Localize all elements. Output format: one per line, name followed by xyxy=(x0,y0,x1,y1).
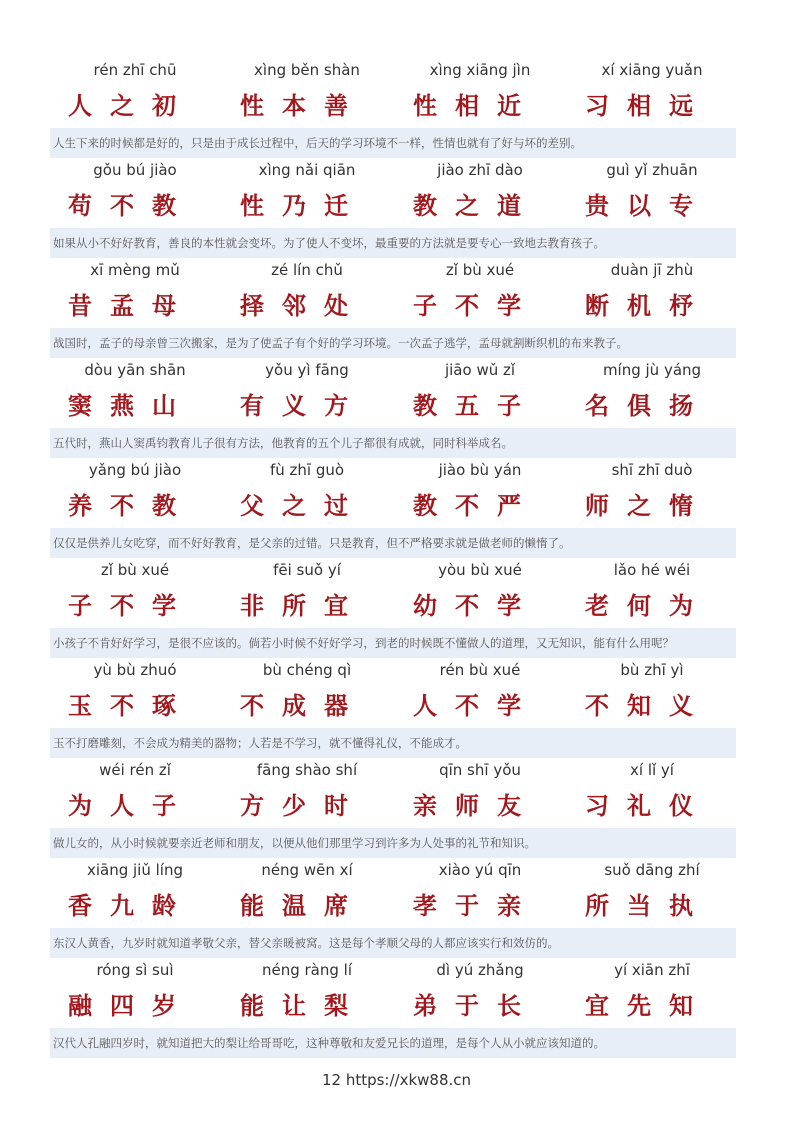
pinyin-line: xí lǐ yí xyxy=(630,761,674,779)
pinyin-line: xìng xiāng jìn xyxy=(429,61,531,79)
hanzi-line xyxy=(238,386,350,426)
hanzi-character: 长 xyxy=(497,992,521,1020)
hanzi-character: 九 xyxy=(110,892,134,920)
hanzi-character: 机 xyxy=(627,292,651,320)
phrase xyxy=(395,358,565,428)
pinyin-line: lǎo hé wéi xyxy=(613,561,691,579)
hanzi-character: 专 xyxy=(669,192,693,220)
hanzi-character: 人 xyxy=(413,692,437,720)
hanzi-line xyxy=(66,86,178,126)
hanzi-character: 处 xyxy=(324,292,348,320)
phrase xyxy=(222,858,392,928)
hanzi-character: 贵 xyxy=(585,192,609,220)
phrase xyxy=(222,458,392,528)
phrase xyxy=(50,158,220,228)
pinyin-line: xìng nǎi qiān xyxy=(258,161,356,179)
hanzi-character: 惰 xyxy=(669,492,693,520)
pinyin-line: rén zhī chū xyxy=(93,61,177,79)
pinyin-line: yí xiān zhī xyxy=(614,961,690,979)
pinyin-line: rén bù xué xyxy=(439,661,521,679)
hanzi-character: 玉 xyxy=(68,692,92,720)
phrase xyxy=(222,258,392,328)
pinyin-line: zǐ bù xué xyxy=(100,561,170,579)
pinyin-line: xí xiāng yuǎn xyxy=(601,61,703,79)
hanzi-character: 教 xyxy=(152,492,176,520)
phrase xyxy=(50,58,220,128)
hanzi-character: 子 xyxy=(68,592,92,620)
pinyin-line: zǐ bù xué xyxy=(445,261,515,279)
phrase xyxy=(222,58,392,128)
phrase xyxy=(50,358,220,428)
explanation-line: 玉不打磨雕刻，不会成为精美的器物；人若是不学习，就不懂得礼仪，不能成才。 xyxy=(50,728,736,758)
hanzi-character: 成 xyxy=(282,692,306,720)
stanza-block xyxy=(50,58,736,158)
pinyin-line: gǒu bú jiào xyxy=(93,161,177,179)
hanzi-line xyxy=(411,86,523,126)
page-footer: 12 https://xkw88.cn xyxy=(321,1071,472,1089)
hanzi-line xyxy=(66,786,178,826)
hanzi-character: 知 xyxy=(627,692,651,720)
hanzi-character: 本 xyxy=(282,92,306,120)
hanzi-line xyxy=(66,386,178,426)
phrase xyxy=(395,158,565,228)
stanza-block xyxy=(50,158,736,258)
hanzi-character: 所 xyxy=(585,892,609,920)
hanzi-line xyxy=(238,86,350,126)
phrase xyxy=(395,958,565,1028)
phrase xyxy=(395,858,565,928)
hanzi-character: 教 xyxy=(152,192,176,220)
hanzi-character: 师 xyxy=(585,492,609,520)
hanzi-character: 严 xyxy=(497,492,521,520)
pinyin-line: xiāng jiǔ líng xyxy=(86,861,183,879)
hanzi-line xyxy=(66,886,178,926)
hanzi-character: 子 xyxy=(497,392,521,420)
pinyin-line: fù zhī guò xyxy=(269,461,345,479)
hanzi-character: 礼 xyxy=(627,792,651,820)
stanza-block xyxy=(50,258,736,358)
hanzi-character: 能 xyxy=(240,892,264,920)
pinyin-line: qīn shī yǒu xyxy=(439,761,521,779)
hanzi-character: 四 xyxy=(110,992,134,1020)
hanzi-line xyxy=(238,686,350,726)
hanzi-character: 方 xyxy=(240,792,264,820)
hanzi-character: 学 xyxy=(497,292,521,320)
hanzi-character: 不 xyxy=(455,292,479,320)
phrase xyxy=(50,658,220,728)
hanzi-character: 于 xyxy=(455,892,479,920)
hanzi-character: 义 xyxy=(282,392,306,420)
hanzi-character: 乃 xyxy=(282,192,306,220)
phrase xyxy=(567,58,737,128)
explanation-line: 五代时，燕山人窦禹钧教育儿子很有方法，他教育的五个儿子都很有成就，同时科举成名。 xyxy=(50,428,736,458)
hanzi-line xyxy=(66,486,178,526)
hanzi-character: 教 xyxy=(413,492,437,520)
hanzi-line xyxy=(583,286,695,326)
hanzi-line xyxy=(411,586,523,626)
hanzi-character: 俱 xyxy=(627,392,651,420)
phrase xyxy=(222,658,392,728)
hanzi-character: 之 xyxy=(282,492,306,520)
hanzi-character: 龄 xyxy=(152,892,176,920)
hanzi-character: 孟 xyxy=(110,292,134,320)
hanzi-character: 学 xyxy=(497,592,521,620)
hanzi-line xyxy=(411,886,523,926)
hanzi-character: 昔 xyxy=(68,292,92,320)
hanzi-character: 义 xyxy=(669,692,693,720)
pinyin-line: duàn jī zhù xyxy=(610,261,694,279)
hanzi-character: 仪 xyxy=(669,792,693,820)
phrase xyxy=(567,258,737,328)
hanzi-character: 邻 xyxy=(282,292,306,320)
explanation-line: 东汉人黄香，九岁时就知道孝敬父亲，替父亲暖被窝。这是每个孝顺父母的人都应该实行和效仿的。 xyxy=(50,928,736,958)
hanzi-line xyxy=(238,286,350,326)
hanzi-character: 宜 xyxy=(324,592,348,620)
hanzi-character: 窦 xyxy=(68,392,92,420)
pinyin-line: zé lín chǔ xyxy=(271,261,343,279)
hanzi-character: 之 xyxy=(627,492,651,520)
hanzi-character: 琢 xyxy=(152,692,176,720)
phrase xyxy=(222,558,392,628)
phrase xyxy=(395,658,565,728)
phrase xyxy=(222,158,392,228)
explanation-line: 仅仅是供养儿女吃穿，而不好好教育，是父亲的过错。只是教育，但不严格要求就是做老师的懒惰了。 xyxy=(50,528,736,558)
hanzi-character: 不 xyxy=(110,192,134,220)
hanzi-character: 人 xyxy=(68,92,92,120)
hanzi-line xyxy=(583,786,695,826)
hanzi-character: 方 xyxy=(324,392,348,420)
hanzi-character: 过 xyxy=(324,492,348,520)
stanza-block xyxy=(50,758,736,858)
pinyin-line: xī mèng mǔ xyxy=(90,261,180,279)
hanzi-character: 不 xyxy=(585,692,609,720)
hanzi-character: 习 xyxy=(585,792,609,820)
pinyin-line: yù bù zhuó xyxy=(93,661,177,679)
phrase xyxy=(567,658,737,728)
hanzi-character: 迁 xyxy=(324,192,348,220)
hanzi-character: 教 xyxy=(413,392,437,420)
pinyin-line: wéi rén zǐ xyxy=(99,761,171,779)
hanzi-line xyxy=(411,386,523,426)
pinyin-line: róng sì suì xyxy=(96,961,174,979)
hanzi-character: 学 xyxy=(497,692,521,720)
phrase xyxy=(222,358,392,428)
pinyin-line: guì yǐ zhuān xyxy=(606,161,698,179)
hanzi-line xyxy=(411,786,523,826)
phrase xyxy=(222,958,392,1028)
pinyin-line: fāng shào shí xyxy=(256,761,358,779)
hanzi-character: 以 xyxy=(627,192,651,220)
hanzi-character: 扬 xyxy=(669,392,693,420)
phrase xyxy=(50,458,220,528)
hanzi-character: 之 xyxy=(110,92,134,120)
hanzi-character: 道 xyxy=(497,192,521,220)
phrase xyxy=(395,558,565,628)
phrase xyxy=(50,858,220,928)
pinyin-line: míng jù yáng xyxy=(602,361,702,379)
hanzi-line xyxy=(583,586,695,626)
hanzi-character: 燕 xyxy=(110,392,134,420)
hanzi-line xyxy=(411,686,523,726)
phrase xyxy=(567,358,737,428)
hanzi-character: 有 xyxy=(240,392,264,420)
hanzi-character: 子 xyxy=(152,792,176,820)
stanza-block xyxy=(50,658,736,758)
pinyin-line: yǒu yì fāng xyxy=(265,361,349,379)
explanation-line: 小孩子不肯好好学习，是很不应该的。倘若小时候不好好学习，到老的时候既不懂做人的道理，又无知识，能有什么用呢？ xyxy=(50,628,736,658)
hanzi-character: 名 xyxy=(585,392,609,420)
hanzi-character: 初 xyxy=(152,92,176,120)
hanzi-character: 远 xyxy=(669,92,693,120)
hanzi-line xyxy=(411,986,523,1026)
pinyin-line: néng ràng lí xyxy=(261,961,353,979)
hanzi-character: 养 xyxy=(68,492,92,520)
hanzi-character: 知 xyxy=(669,992,693,1020)
hanzi-line xyxy=(583,86,695,126)
pinyin-line: jiào zhī dào xyxy=(437,161,523,179)
hanzi-character: 择 xyxy=(240,292,264,320)
pinyin-line: jiāo wǔ zǐ xyxy=(444,361,516,379)
hanzi-character: 断 xyxy=(585,292,609,320)
hanzi-line xyxy=(238,186,350,226)
pinyin-line: xìng běn shàn xyxy=(254,61,360,79)
hanzi-character: 所 xyxy=(282,592,306,620)
hanzi-character: 孝 xyxy=(413,892,437,920)
hanzi-character: 何 xyxy=(627,592,651,620)
hanzi-character: 弟 xyxy=(413,992,437,1020)
hanzi-character: 当 xyxy=(627,892,651,920)
hanzi-line xyxy=(583,686,695,726)
hanzi-line xyxy=(583,386,695,426)
stanza-block xyxy=(50,858,736,958)
phrase xyxy=(395,758,565,828)
hanzi-character: 器 xyxy=(324,692,348,720)
hanzi-line xyxy=(411,186,523,226)
hanzi-line xyxy=(66,986,178,1026)
hanzi-character: 近 xyxy=(497,92,521,120)
hanzi-line xyxy=(66,186,178,226)
explanation-line: 汉代人孔融四岁时，就知道把大的梨让给哥哥吃，这种尊敬和友爱兄长的道理，是每个人从小就应该知道的。 xyxy=(50,1028,736,1058)
explanation-line: 做儿女的，从小时候就要亲近老师和朋友，以便从他们那里学习到许多为人处事的礼节和知识。 xyxy=(50,828,736,858)
explanation-line: 如果从小不好好教育，善良的本性就会变坏。为了使人不变坏，最重要的方法就是要专心一致地去教育孩子。 xyxy=(50,228,736,258)
hanzi-character: 母 xyxy=(152,292,176,320)
phrase xyxy=(395,458,565,528)
hanzi-character: 老 xyxy=(585,592,609,620)
hanzi-line xyxy=(411,486,523,526)
hanzi-character: 宜 xyxy=(585,992,609,1020)
pinyin-line: fēi suǒ yí xyxy=(273,561,341,579)
hanzi-character: 执 xyxy=(669,892,693,920)
hanzi-character: 五 xyxy=(455,392,479,420)
hanzi-character: 父 xyxy=(240,492,264,520)
hanzi-character: 香 xyxy=(68,892,92,920)
stanza-block xyxy=(50,958,736,1058)
phrase xyxy=(567,858,737,928)
hanzi-character: 少 xyxy=(282,792,306,820)
hanzi-character: 不 xyxy=(110,592,134,620)
pinyin-line: bù chéng qì xyxy=(262,661,352,679)
hanzi-line xyxy=(66,686,178,726)
hanzi-character: 性 xyxy=(240,192,264,220)
pinyin-line: dòu yān shān xyxy=(84,361,186,379)
pinyin-line: bù zhī yì xyxy=(620,661,684,679)
hanzi-character: 不 xyxy=(240,692,264,720)
pinyin-line: suǒ dāng zhí xyxy=(604,861,700,879)
phrase xyxy=(50,558,220,628)
hanzi-line xyxy=(411,286,523,326)
pinyin-line: yǎng bú jiào xyxy=(88,461,182,479)
hanzi-character: 性 xyxy=(413,92,437,120)
hanzi-line xyxy=(238,886,350,926)
pinyin-line: xiào yú qīn xyxy=(438,861,522,879)
phrase xyxy=(567,958,737,1028)
phrase xyxy=(567,458,737,528)
hanzi-character: 山 xyxy=(152,392,176,420)
phrase xyxy=(395,258,565,328)
hanzi-character: 性 xyxy=(240,92,264,120)
pinyin-line: yòu bù xué xyxy=(438,561,522,579)
phrase xyxy=(567,758,737,828)
pinyin-line: néng wēn xí xyxy=(261,861,353,879)
hanzi-character: 席 xyxy=(324,892,348,920)
hanzi-character: 师 xyxy=(455,792,479,820)
explanation-line: 人生下来的时候都是好的，只是由于成长过程中，后天的学习环境不一样，性情也就有了好与坏的差别。 xyxy=(50,128,736,158)
hanzi-character: 为 xyxy=(669,592,693,620)
hanzi-character: 苟 xyxy=(68,192,92,220)
hanzi-line xyxy=(238,786,350,826)
hanzi-line xyxy=(583,986,695,1026)
pinyin-line: jiào bù yán xyxy=(438,461,522,479)
hanzi-character: 习 xyxy=(585,92,609,120)
hanzi-character: 杼 xyxy=(669,292,693,320)
phrase xyxy=(567,158,737,228)
hanzi-character: 相 xyxy=(627,92,651,120)
hanzi-character: 教 xyxy=(413,192,437,220)
hanzi-character: 友 xyxy=(497,792,521,820)
hanzi-character: 之 xyxy=(455,192,479,220)
hanzi-character: 不 xyxy=(455,492,479,520)
hanzi-character: 不 xyxy=(455,592,479,620)
explanation-line: 战国时，孟子的母亲曾三次搬家，是为了使孟子有个好的学习环境。一次孟子逃学，孟母就割断织机的布来教子。 xyxy=(50,328,736,358)
hanzi-character: 不 xyxy=(110,692,134,720)
hanzi-line xyxy=(238,986,350,1026)
stanza-block xyxy=(50,558,736,658)
pinyin-line: dì yú zhǎng xyxy=(436,961,524,979)
hanzi-character: 温 xyxy=(282,892,306,920)
hanzi-character: 不 xyxy=(455,692,479,720)
stanza-block xyxy=(50,458,736,558)
hanzi-line xyxy=(583,886,695,926)
phrase xyxy=(50,958,220,1028)
phrase xyxy=(50,758,220,828)
hanzi-character: 先 xyxy=(627,992,651,1020)
hanzi-character: 相 xyxy=(455,92,479,120)
pinyin-line: shī zhī duò xyxy=(611,461,693,479)
hanzi-character: 不 xyxy=(110,492,134,520)
hanzi-character: 能 xyxy=(240,992,264,1020)
hanzi-character: 亲 xyxy=(497,892,521,920)
stanza-block xyxy=(50,358,736,458)
phrase xyxy=(222,758,392,828)
hanzi-character: 岁 xyxy=(152,992,176,1020)
phrase xyxy=(567,558,737,628)
phrase xyxy=(395,58,565,128)
hanzi-character: 人 xyxy=(110,792,134,820)
hanzi-character: 时 xyxy=(324,792,348,820)
hanzi-character: 善 xyxy=(324,92,348,120)
hanzi-character: 融 xyxy=(68,992,92,1020)
hanzi-character: 幼 xyxy=(413,592,437,620)
hanzi-line xyxy=(66,586,178,626)
hanzi-character: 亲 xyxy=(413,792,437,820)
hanzi-character: 为 xyxy=(68,792,92,820)
hanzi-line xyxy=(238,586,350,626)
hanzi-character: 子 xyxy=(413,292,437,320)
hanzi-line xyxy=(66,286,178,326)
hanzi-line xyxy=(583,186,695,226)
hanzi-line xyxy=(583,486,695,526)
hanzi-character: 梨 xyxy=(324,992,348,1020)
hanzi-line xyxy=(238,486,350,526)
hanzi-character: 于 xyxy=(455,992,479,1020)
hanzi-character: 学 xyxy=(152,592,176,620)
phrase xyxy=(50,258,220,328)
hanzi-character: 让 xyxy=(282,992,306,1020)
hanzi-character: 非 xyxy=(240,592,264,620)
